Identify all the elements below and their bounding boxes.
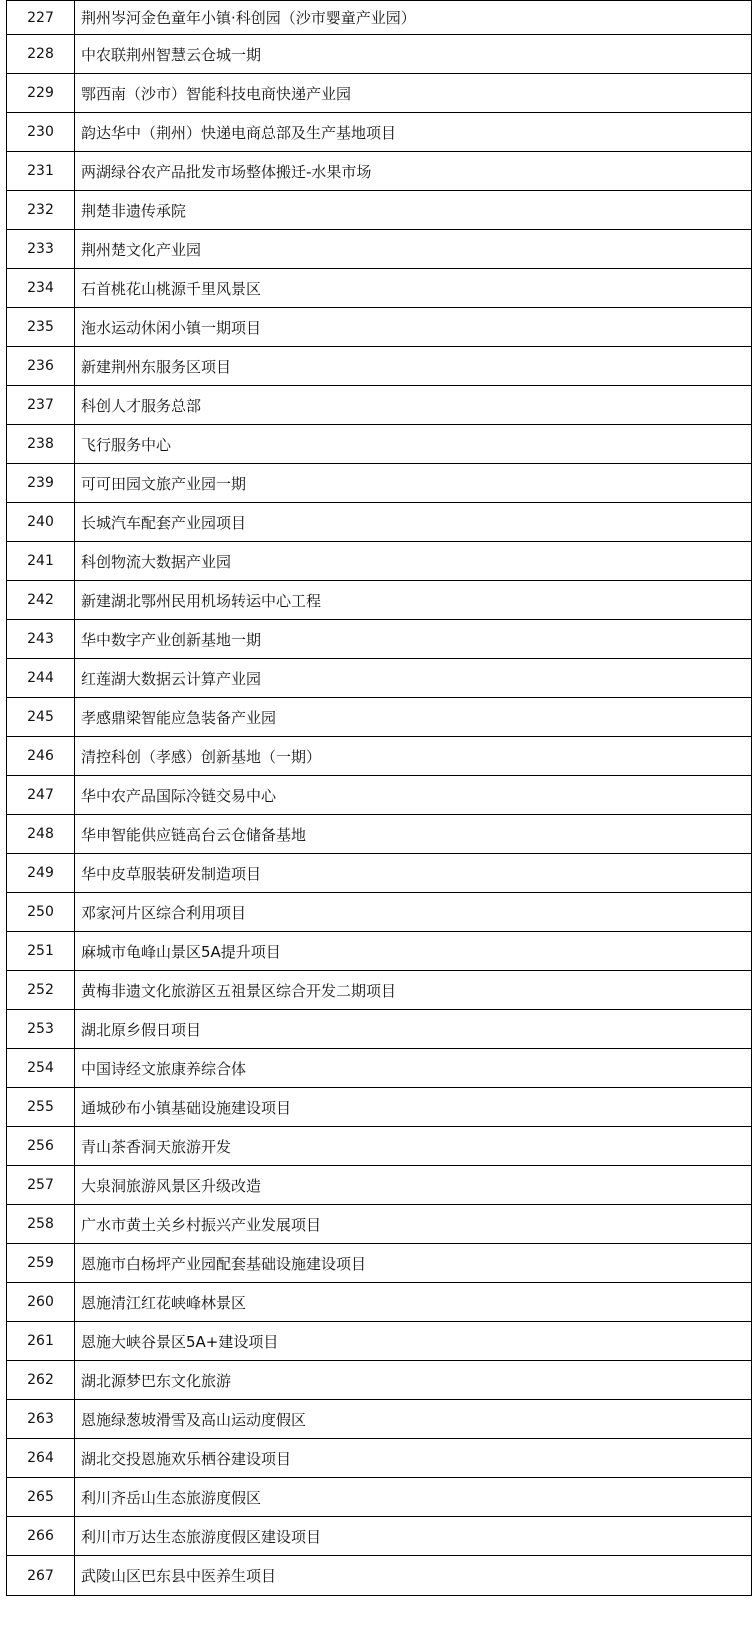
table-row <box>7 425 751 464</box>
row-number: 244 <box>7 659 75 697</box>
project-name: 华中农产品国际冷链交易中心 <box>81 786 277 805</box>
project-name: 恩施大峡谷景区5A+建设项目 <box>81 1332 279 1351</box>
row-number: 258 <box>7 1205 75 1243</box>
row-number: 241 <box>7 542 75 580</box>
table-row <box>7 1127 751 1166</box>
row-number: 264 <box>7 1439 75 1477</box>
project-name: 华中皮草服装研发制造项目 <box>81 864 262 883</box>
table-row <box>7 1088 751 1127</box>
row-number: 253 <box>7 1010 75 1048</box>
table-row <box>7 1244 751 1283</box>
row-number: 261 <box>7 1322 75 1360</box>
table-row <box>7 581 751 620</box>
project-name: 沲水运动休闲小镇一期项目 <box>81 318 262 337</box>
project-name: 清控科创（孝感）创新基地（一期） <box>81 747 322 766</box>
row-number: 266 <box>7 1517 75 1555</box>
row-number: 262 <box>7 1361 75 1399</box>
table-row <box>7 542 751 581</box>
row-number: 243 <box>7 620 75 658</box>
table-row <box>7 971 751 1010</box>
project-name: 荆州岑河金色童年小镇·科创园（沙市婴童产业园） <box>81 9 416 27</box>
project-name: 新建湖北鄂州民用机场转运中心工程 <box>81 591 322 610</box>
project-name: 通城砂布小镇基础设施建设项目 <box>81 1098 292 1117</box>
row-number: 255 <box>7 1088 75 1126</box>
row-number: 237 <box>7 386 75 424</box>
row-number: 245 <box>7 698 75 736</box>
table-row <box>7 1439 751 1478</box>
table-row <box>7 698 751 737</box>
table-row <box>7 1478 751 1517</box>
project-name: 恩施清江红花峡峰林景区 <box>81 1293 247 1312</box>
table-row <box>7 932 751 971</box>
row-number: 252 <box>7 971 75 1009</box>
project-name: 长城汽车配套产业园项目 <box>81 513 247 532</box>
table-row <box>7 230 751 269</box>
table-row <box>7 1049 751 1088</box>
project-name: 麻城市龟峰山景区5A提升项目 <box>81 942 281 961</box>
project-name: 鄂西南（沙市）智能科技电商快递产业园 <box>81 84 352 103</box>
row-number: 228 <box>7 35 75 73</box>
project-name: 科创人才服务总部 <box>81 396 202 415</box>
table-row <box>7 1556 751 1596</box>
row-number: 265 <box>7 1478 75 1516</box>
project-name: 武陵山区巴东县中医养生项目 <box>81 1567 277 1585</box>
row-number: 240 <box>7 503 75 541</box>
project-name: 石首桃花山桃源千里风景区 <box>81 279 262 298</box>
table-row <box>7 659 751 698</box>
project-name: 华中数字产业创新基地一期 <box>81 630 262 649</box>
table-row <box>7 386 751 425</box>
row-number: 259 <box>7 1244 75 1282</box>
table-row <box>7 191 751 230</box>
project-name: 湖北交投恩施欢乐栖谷建设项目 <box>81 1449 292 1468</box>
table-row <box>7 35 751 74</box>
table-row <box>7 1400 751 1439</box>
row-number: 229 <box>7 74 75 112</box>
project-name: 湖北原乡假日项目 <box>81 1020 202 1039</box>
row-number: 248 <box>7 815 75 853</box>
table-row <box>7 620 751 659</box>
project-name: 韵达华中（荆州）快递电商总部及生产基地项目 <box>81 123 397 142</box>
project-name: 孝感鼎梁智能应急装备产业园 <box>81 708 277 727</box>
table-row <box>7 1517 751 1556</box>
row-number: 236 <box>7 347 75 385</box>
row-number: 230 <box>7 113 75 151</box>
table-row <box>7 1 751 35</box>
project-name: 邓家河片区综合利用项目 <box>81 903 247 922</box>
project-name: 恩施绿葱坡滑雪及高山运动度假区 <box>81 1410 307 1429</box>
row-number: 232 <box>7 191 75 229</box>
table-row <box>7 1322 751 1361</box>
table-row <box>7 776 751 815</box>
table-row <box>7 308 751 347</box>
project-name: 中国诗经文旅康养综合体 <box>81 1059 247 1078</box>
table-row <box>7 113 751 152</box>
project-name: 红莲湖大数据云计算产业园 <box>81 669 262 688</box>
table-row <box>7 893 751 932</box>
table-row <box>7 1010 751 1049</box>
row-number: 234 <box>7 269 75 307</box>
table-row <box>7 347 751 386</box>
project-name: 荆州楚文化产业园 <box>81 240 202 259</box>
row-number: 267 <box>7 1556 75 1595</box>
project-name: 利川齐岳山生态旅游度假区 <box>81 1488 262 1507</box>
project-name: 恩施市白杨坪产业园配套基础设施建设项目 <box>81 1254 367 1273</box>
table-row <box>7 152 751 191</box>
table-row <box>7 269 751 308</box>
row-number: 238 <box>7 425 75 463</box>
table-row <box>7 1361 751 1400</box>
row-number: 231 <box>7 152 75 190</box>
project-name: 可可田园文旅产业园一期 <box>81 474 247 493</box>
table-row <box>7 74 751 113</box>
row-number: 235 <box>7 308 75 346</box>
project-name: 黄梅非遗文化旅游区五祖景区综合开发二期项目 <box>81 981 397 1000</box>
row-number: 246 <box>7 737 75 775</box>
row-number: 256 <box>7 1127 75 1165</box>
project-name: 两湖绿谷农产品批发市场整体搬迁-水果市场 <box>81 162 372 181</box>
project-name: 新建荆州东服务区项目 <box>81 357 232 376</box>
table-row <box>7 737 751 776</box>
project-name: 中农联荆州智慧云仓城一期 <box>81 45 262 64</box>
row-number: 260 <box>7 1283 75 1321</box>
project-name: 飞行服务中心 <box>81 435 172 454</box>
project-name: 湖北源梦巴东文化旅游 <box>81 1371 232 1390</box>
row-number: 247 <box>7 776 75 814</box>
project-name: 科创物流大数据产业园 <box>81 552 232 571</box>
row-number: 254 <box>7 1049 75 1087</box>
project-name: 利川市万达生态旅游度假区建设项目 <box>81 1527 322 1546</box>
table-row <box>7 1205 751 1244</box>
table-row <box>7 854 751 893</box>
row-number: 239 <box>7 464 75 502</box>
row-number: 263 <box>7 1400 75 1438</box>
row-number: 250 <box>7 893 75 931</box>
table-row <box>7 1166 751 1205</box>
row-number: 257 <box>7 1166 75 1204</box>
project-name: 荆楚非遗传承院 <box>81 201 187 220</box>
project-name: 华申智能供应链高台云仓储备基地 <box>81 825 307 844</box>
project-table <box>6 0 752 1596</box>
table-row <box>7 1283 751 1322</box>
project-name: 青山茶香洞天旅游开发 <box>81 1137 232 1156</box>
row-number: 242 <box>7 581 75 619</box>
table-row <box>7 464 751 503</box>
row-number: 233 <box>7 230 75 268</box>
project-name: 广水市黄土关乡村振兴产业发展项目 <box>81 1215 322 1234</box>
row-number: 227 <box>7 1 75 34</box>
table-row <box>7 503 751 542</box>
table-row <box>7 815 751 854</box>
row-number: 251 <box>7 932 75 970</box>
row-number: 249 <box>7 854 75 892</box>
project-name: 大泉洞旅游风景区升级改造 <box>81 1176 262 1195</box>
